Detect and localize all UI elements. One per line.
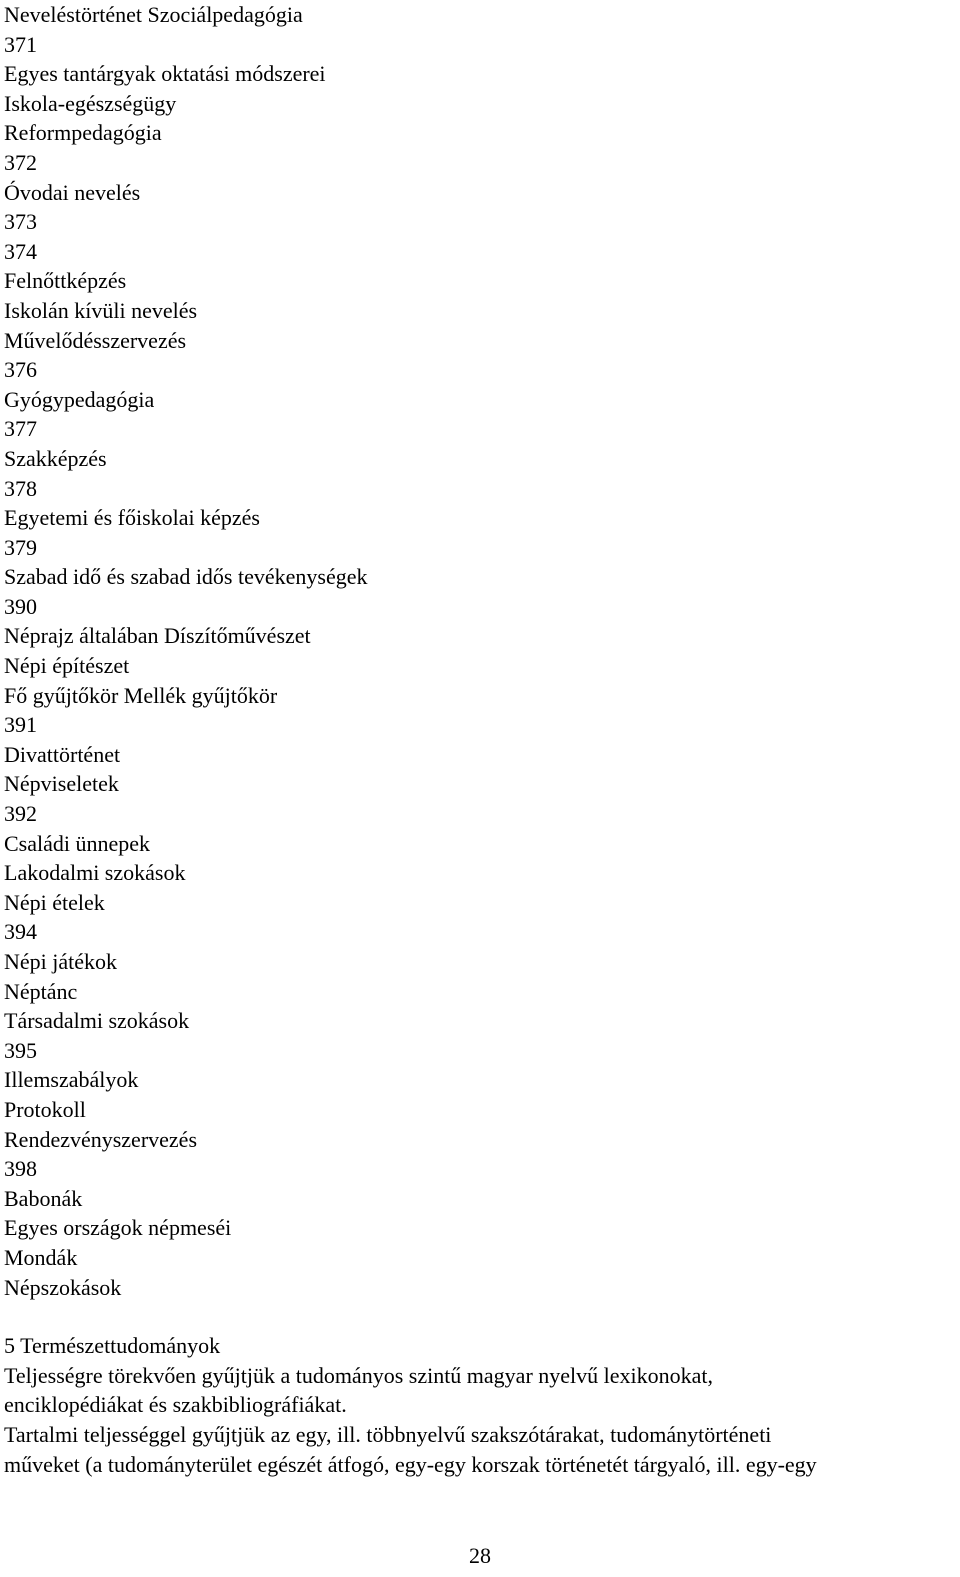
list-item: 372	[4, 149, 37, 175]
page-number: 28	[469, 1543, 491, 1568]
list-item: Népszokások	[4, 1274, 122, 1300]
list-item: Lakodalmi szokások	[4, 860, 186, 886]
list-item: Iskolán kívüli nevelés	[4, 297, 198, 323]
section-spacer	[4, 1302, 956, 1331]
list-item: Művelődésszervezés	[4, 327, 187, 353]
paragraph-line: Tartalmi teljességgel gyűjtjük az egy, ill. többnyelvű szakszótárakat, tudománytörténeti	[4, 1421, 772, 1447]
list-item: Egyes tantárgyak oktatási módszerei	[4, 61, 326, 87]
list-item: Népviseletek	[4, 771, 119, 797]
paragraph-line: Teljességre törekvően gyűjtjük a tudományos szintű magyar nyelvű lexikonokat,	[4, 1362, 714, 1388]
list-item: Néprajz általában Díszítőművészet	[4, 623, 311, 649]
list-item: Mondák	[4, 1244, 78, 1270]
list-item: Egyes országok népmeséi	[4, 1215, 232, 1241]
list-item: 374	[4, 238, 37, 264]
list-item: Fő gyűjtőkör Mellék gyűjtőkör	[4, 682, 278, 708]
paragraph-line: enciklopédiákat és szakbibliográfiákat.	[4, 1392, 347, 1418]
paragraph-line: műveket (a tudományterület egészét átfogó, egy-egy korszak történetét tárgyaló, ill. egy-egy	[4, 1451, 817, 1477]
list-item: 390	[4, 593, 37, 619]
document-page	[4, 0, 956, 1479]
list-item: Néptánc	[4, 978, 78, 1004]
list-item: Gyógypedagógia	[4, 386, 155, 412]
list-item: Szakképzés	[4, 445, 107, 471]
list-item: Népi építészet	[4, 653, 130, 679]
list-item: Babonák	[4, 1185, 83, 1211]
list-item: Reformpedagógia	[4, 120, 162, 146]
list-item: Rendezvényszervezés	[4, 1126, 198, 1152]
list-item: Divattörténet	[4, 741, 121, 767]
list-item: Protokoll	[4, 1096, 86, 1122]
list-item: 373	[4, 209, 37, 235]
list-item: Egyetemi és főiskolai képzés	[4, 505, 260, 531]
list-item: Népi ételek	[4, 889, 105, 915]
natural-sciences-section	[4, 1331, 956, 1479]
paragraph-lexicons	[4, 1361, 956, 1420]
section-heading: 5 Természettudományok	[4, 1333, 221, 1359]
list-item: Felnőttképzés	[4, 268, 127, 294]
list-item: Óvodai nevelés	[4, 179, 141, 205]
list-item: Iskola-egészségügy	[4, 90, 177, 116]
list-item: Társadalmi szokások	[4, 1008, 190, 1034]
list-item: Illemszabályok	[4, 1067, 139, 1093]
list-item: Neveléstörténet Szociálpedagógia	[4, 2, 303, 27]
list-item: 394	[4, 919, 37, 945]
paragraph-dictionaries	[4, 1420, 956, 1479]
list-item: 395	[4, 1037, 37, 1063]
list-item: Népi játékok	[4, 949, 118, 974]
list-item: 392	[4, 801, 37, 827]
list-item: 371	[4, 31, 37, 57]
list-item: Szabad idő és szabad idős tevékenységek	[4, 564, 368, 590]
list-item: 379	[4, 534, 37, 560]
list-item: 391	[4, 712, 37, 738]
list-item: 378	[4, 475, 37, 501]
list-item: Családi ünnepek	[4, 830, 151, 856]
list-item: 376	[4, 357, 37, 383]
list-item: 398	[4, 1156, 37, 1182]
list-item: 377	[4, 416, 37, 442]
subject-list	[4, 0, 956, 1302]
